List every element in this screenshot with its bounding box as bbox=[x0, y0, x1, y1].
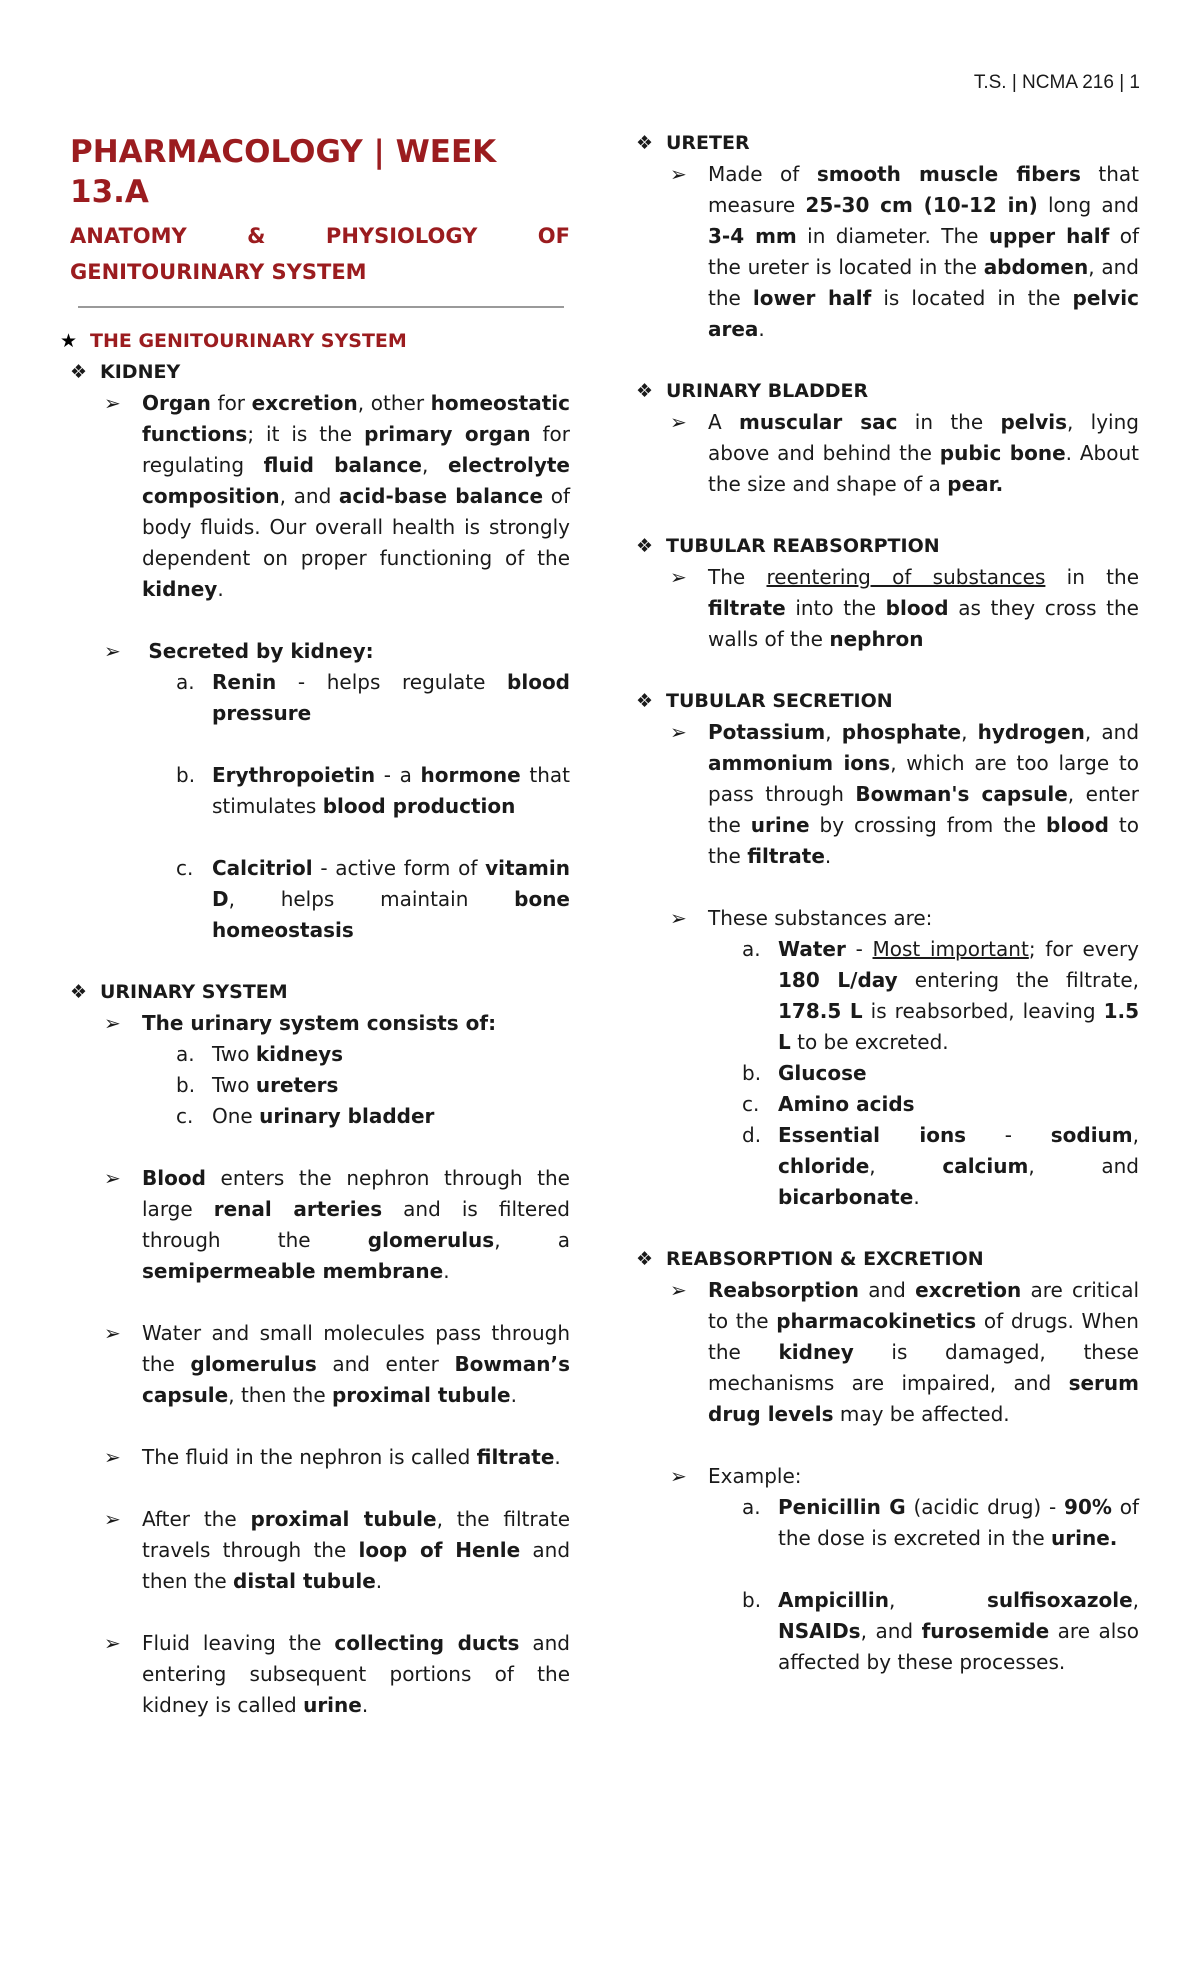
sub-list-item: a. Renin - helps regulate blood pressure bbox=[176, 670, 570, 725]
arrowhead-bullet-icon: ➢ bbox=[670, 565, 687, 589]
sub-list-item: c. Calcitriol - active form of vitamin D, helps maintain bone homeostasis bbox=[176, 856, 570, 942]
list-item: ➢ Secreted by kidney: bbox=[70, 636, 570, 667]
section-heading-urinary-system: ❖ URINARY SYSTEM bbox=[70, 977, 570, 1008]
sub-list-item: a. Two kidneys bbox=[176, 1042, 344, 1066]
four-diamond-bullet-icon: ❖ bbox=[636, 535, 654, 557]
list-item: ➢ Example: bbox=[636, 1461, 1139, 1492]
arrowhead-bullet-icon: ➢ bbox=[104, 1507, 121, 1531]
left-column bbox=[60, 132, 571, 1721]
list-item: ➢ Blood enters the nephron through the large renal arteries and is filtered through the glomerulus, a semipermeable membrane. bbox=[70, 1163, 570, 1287]
title-divider bbox=[78, 306, 564, 308]
list-item: ➢ Fluid leaving the collecting ducts and entering subsequent portions of the kidney is called urine. bbox=[70, 1628, 570, 1721]
sub-list-item: b. Two ureters bbox=[176, 1073, 339, 1097]
arrowhead-bullet-icon: ➢ bbox=[104, 639, 121, 663]
list-item: ➢ Potassium, phosphate, hydrogen, and ammonium ions, which are too large to pass through Bowman's capsule, enter the urine by crossing from the blood to the filtrate. bbox=[636, 717, 1139, 872]
sub-list-item: b. Ampicillin, sulfisoxazole, NSAIDs, and furosemide are also affected by these processes. bbox=[742, 1588, 1139, 1674]
section-heading-tubular-reabsorption: ❖ TUBULAR REABSORPTION bbox=[636, 531, 1139, 562]
sub-list-item: a. Water - Most important; for every 180 L/day entering the filtrate, 178.5 L is reabsorbed, leaving 1.5 L to be excreted. bbox=[742, 937, 1140, 1054]
four-diamond-bullet-icon: ❖ bbox=[636, 380, 654, 402]
list-item: ➢ The reentering of substances in the filtrate into the blood as they cross the walls of the nephron bbox=[636, 562, 1139, 655]
arrowhead-bullet-icon: ➢ bbox=[104, 1011, 121, 1035]
sub-list-item: a. Penicillin G (acidic drug) - 90% of the dose is excreted in the urine. bbox=[742, 1495, 1139, 1550]
arrowhead-bullet-icon: ➢ bbox=[670, 1464, 687, 1488]
list-item: ➢ These substances are: bbox=[636, 903, 1139, 934]
four-diamond-bullet-icon: ❖ bbox=[636, 132, 654, 154]
arrowhead-bullet-icon: ➢ bbox=[104, 391, 121, 415]
section-heading-ureter: ❖ URETER bbox=[636, 128, 1139, 159]
four-diamond-bullet-icon: ❖ bbox=[636, 1248, 654, 1270]
arrowhead-bullet-icon: ➢ bbox=[670, 162, 687, 186]
section-heading-tubular-secretion: ❖ TUBULAR SECRETION bbox=[636, 686, 1139, 717]
list-item: ➢ The fluid in the nephron is called filtrate. bbox=[70, 1442, 570, 1473]
list-item: ➢ Reabsorption and excretion are critical to the pharmacokinetics of drugs. When the kidney is damaged, these mechanisms are impaired, and serum drug levels may be affected. bbox=[636, 1275, 1139, 1430]
sub-list-item: b. Erythropoietin - a hormone that stimulates blood production bbox=[176, 763, 570, 818]
list-item: ➢ Organ for excretion, other homeostatic functions; it is the primary organ for regulating fluid balance, electrolyte composition, and acid-base balance of body fluids. Our overall health is strongly dependent on proper functioning of the kidney. bbox=[70, 388, 570, 605]
star-icon: ★ bbox=[60, 330, 78, 352]
sub-list-item: d. Essential ions - sodium, chloride, calcium, and bicarbonate. bbox=[742, 1123, 1140, 1209]
four-diamond-bullet-icon: ❖ bbox=[70, 981, 88, 1003]
four-diamond-bullet-icon: ❖ bbox=[636, 690, 654, 712]
list-item: ➢ After the proximal tubule, the filtrate travels through the loop of Henle and then the distal tubule. bbox=[70, 1504, 570, 1597]
main-section-heading: ★ THE GENITOURINARY SYSTEM bbox=[70, 326, 570, 357]
arrowhead-bullet-icon: ➢ bbox=[670, 410, 687, 434]
arrowhead-bullet-icon: ➢ bbox=[104, 1166, 121, 1190]
section-heading-kidney: ❖ KIDNEY bbox=[70, 357, 570, 388]
page-subtitle-line-2: GENITOURINARY SYSTEM bbox=[70, 260, 367, 284]
page-header: T.S. | NCMA 216 | 1 bbox=[973, 72, 1140, 93]
page-title: PHARMACOLOGY | WEEK 13.A bbox=[70, 134, 497, 210]
list-item: ➢ The urinary system consists of: bbox=[70, 1008, 570, 1039]
list-item: ➢ Water and small molecules pass through the glomerulus and enter Bowman’s capsule, then the proximal tubule. bbox=[70, 1318, 570, 1411]
arrowhead-bullet-icon: ➢ bbox=[670, 720, 687, 744]
arrowhead-bullet-icon: ➢ bbox=[670, 906, 687, 930]
four-diamond-bullet-icon: ❖ bbox=[70, 361, 88, 383]
arrowhead-bullet-icon: ➢ bbox=[104, 1445, 121, 1469]
page-subtitle-line-1: ANATOMY & PHYSIOLOGY OF bbox=[70, 224, 570, 248]
section-heading-urinary-bladder: ❖ URINARY BLADDER bbox=[636, 376, 1139, 407]
list-item: ➢ Made of smooth muscle fibers that measure 25-30 cm (10-12 in) long and 3-4 mm in diameter. The upper half of the ureter is located in the abdomen, and the lower half is located in the pelvic area. bbox=[636, 159, 1139, 345]
sub-list-item: c. One urinary bladder bbox=[176, 1104, 435, 1128]
arrowhead-bullet-icon: ➢ bbox=[104, 1321, 121, 1345]
arrowhead-bullet-icon: ➢ bbox=[104, 1631, 121, 1655]
arrowhead-bullet-icon: ➢ bbox=[670, 1278, 687, 1302]
section-heading-reabsorption-excretion: ❖ REABSORPTION & EXCRETION bbox=[636, 1244, 1139, 1275]
sub-list-item: b. Glucose bbox=[742, 1061, 867, 1085]
sub-list-item: c. Amino acids bbox=[742, 1092, 915, 1116]
right-column bbox=[636, 128, 1139, 1678]
list-item: ➢ A muscular sac in the pelvis, lying above and behind the pubic bone. About the size and shape of a pear. bbox=[636, 407, 1139, 500]
